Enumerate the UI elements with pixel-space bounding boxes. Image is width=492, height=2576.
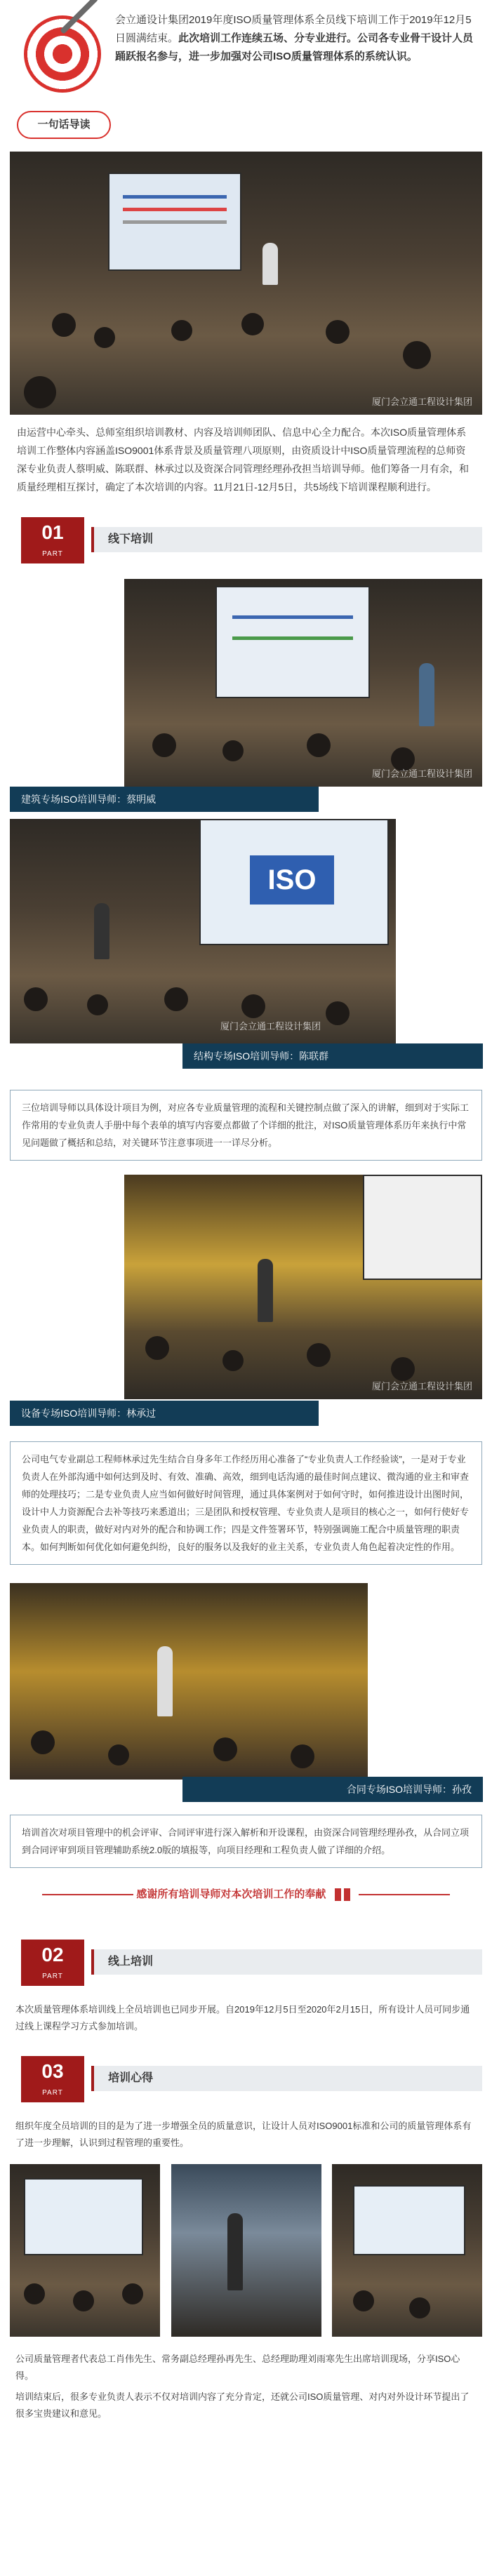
photo-contract [10,1583,368,1780]
photo-structure [10,819,396,1043]
section-header-online [10,1940,482,1987]
page-root [0,7,492,2434]
intro-text: 由运营中心牵头、总师室组织培训教材、内容及培训师团队、信息中心全力配合。本次ISO质量管理体系培训工作整体内容涵盖ISO9001体系背景及质量管理八项原则，由资质设计中ISO质量管理流程的总师资深专业负责人蔡明威、陈联群、林承过以及资深合同管理经理孙孜担当培训导师。他们筹备一月有余，和质量经理相互探讨，确定了本次培训的内容。11月21日-12月5日，共5场线下培训课程顺利进行。 [17,427,469,493]
feedback-text-3: 培训结束后，很多专业负责人表示不仅对培训内容了充分肯定，还就公司ISO质量管理、对内对外设计环节提出了很多宝贵建议和意见。 [15,2391,470,2419]
text-box-experience-talk: 公司电气专业副总工程师林承过先生结合自身多年工作经历用心准备了“专业负责人工作经验谈”，一是对于专业负责人在外部沟通中如何达到及时、有效、准确、高效，细到电话沟通的最佳时间点建议、微沟通的业主和审查师的处理技巧；二是专业负责人应当如何做好时间管理，通过具体案例对于如何守时，如何推进设计出图时间，设计中人力资源配合去补等技巧来悉道出；三是团队和授权管理、专业负责人是项目的核心之一，如何行使好专业负责人的职责，做好对内对外的配合和协调工作；四是文件签署环节，特别强调施工配合中质量管理的职责本。如何判断如何优化如何避免纠纷，良好的服务以及我好的业主关系，专业负责人角色起着决定性的作用。 [10,1441,482,1565]
photo-architecture [124,579,482,787]
photo-watermark: 厦门会立通工程设计集团 [371,768,472,779]
photo-caption: 结构专场ISO培训导师：陈联群 [182,1043,483,1069]
section-number: 02 [41,1944,64,1966]
photo-feedback-3 [332,2164,482,2337]
thanks-text: 感谢所有培训导师对本次培训工作的奉献 [136,1888,326,1900]
photo-watermark: 厦门会立通工程设计集团 [371,1381,472,1392]
summary-card [10,7,482,147]
photo-caption: 合同专场ISO培训导师：孙孜 [182,1777,483,1802]
photo-equipment [124,1175,482,1399]
summary-text-bold: 此次培训工作连续五场、分专业进行。公司各专业骨干设计人员踊跃报名参与，进一步加强对公司ISO质量管理体系的系统认识。 [115,32,474,62]
photo-block-architecture [0,579,492,812]
photo-row [10,2164,482,2337]
projection-screen [108,173,241,271]
photo-block-structure [0,819,492,1079]
section-part-label: PART [42,2089,63,2097]
photo-watermark: 厦门会立通工程设计集团 [371,396,472,407]
text-box-contract-training: 培训首次对项目管理中的机会评审、合同评审进行深入解析和开设课程，由资深合同管理经理孙孜，从合同立项到合同评审到项目管理辅助系统2.0版的填报等，向项目经理和工程负责人做了详细的介绍。 [10,1815,482,1868]
section-title-bar [91,2066,482,2091]
gift-icon [335,1888,350,1901]
section-title: 培训心得 [108,2072,154,2084]
photo-caption: 设备专场ISO培训导师：林承过 [10,1401,319,1426]
photo-feedback-2 [171,2164,321,2337]
thanks-banner [0,1886,492,1911]
dart-icon [60,0,98,34]
summary-text [115,11,475,66]
section-title-bar [91,1949,482,1975]
section-part-label: PART [42,550,63,558]
divider [42,1894,133,1895]
divider [359,1894,450,1895]
main-photo [10,152,482,415]
section-title: 线上培训 [108,1956,154,1968]
projection-screen [363,1175,482,1280]
section-part-label: PART [42,1973,63,1980]
projection-screen [215,586,370,698]
photo-block-equipment [0,1175,492,1432]
feedback-text-1: 组织年度全员培训的目的是为了进一步增强全员的质量意识，让设计人员对ISO9001标准和公司的质量管理体系有了进一步理解，认识到过程管理的重要性。 [15,2121,472,2148]
feedback-text-2: 公司质量管理者代表总工肖伟先生、常务副总经理孙再先生、总经理助理刘雨寒先生出席培训现场，分享ISO心得。 [15,2354,460,2381]
section-header-offline [10,517,482,565]
photo-block-contract [0,1583,492,1808]
photo-caption: 建筑专场ISO培训导师：蔡明威 [10,787,319,812]
photo-feedback-1 [10,2164,160,2337]
section-title: 线下培训 [108,533,154,545]
section-title-bar [91,527,482,552]
online-text: 本次质量管理体系培训线上全员培训也已同步开展。自2019年12月5日至2020年2月15日，所有设计人员可同步通过线上课程学习方式参加培训。 [15,2004,470,2031]
section-number: 01 [41,521,64,543]
text-box-training-details: 三位培训导师以具体设计项目为例，对应各专业质量管理的流程和关键控制点做了深入的讲解，细到对于实际工作常用的专业负责人手册中每个表单的填写内容要点都做了个详细的批注，对ISO质量管理体系历年来执行中常见问题做了概括和总结，对关键环节注意事项进一一详尽分析。 [10,1090,482,1161]
photo-watermark: 厦门会立通工程设计集团 [220,1021,321,1032]
target-icon [24,15,101,93]
section-number-badge [21,517,84,563]
section-header-feedback [10,2056,482,2104]
summary-tag: 一句话导读 [17,111,111,139]
summary-text-lead: 会立通设计集团2019年度ISO质量管理体系全员线下培训工作于2019年12月5日圆满结束。 [115,14,472,44]
section-number: 03 [41,2060,64,2082]
section-number-badge [21,2056,84,2102]
projection-screen: ISO [199,819,389,945]
summary-badge [17,11,108,145]
section-number-badge [21,1940,84,1986]
